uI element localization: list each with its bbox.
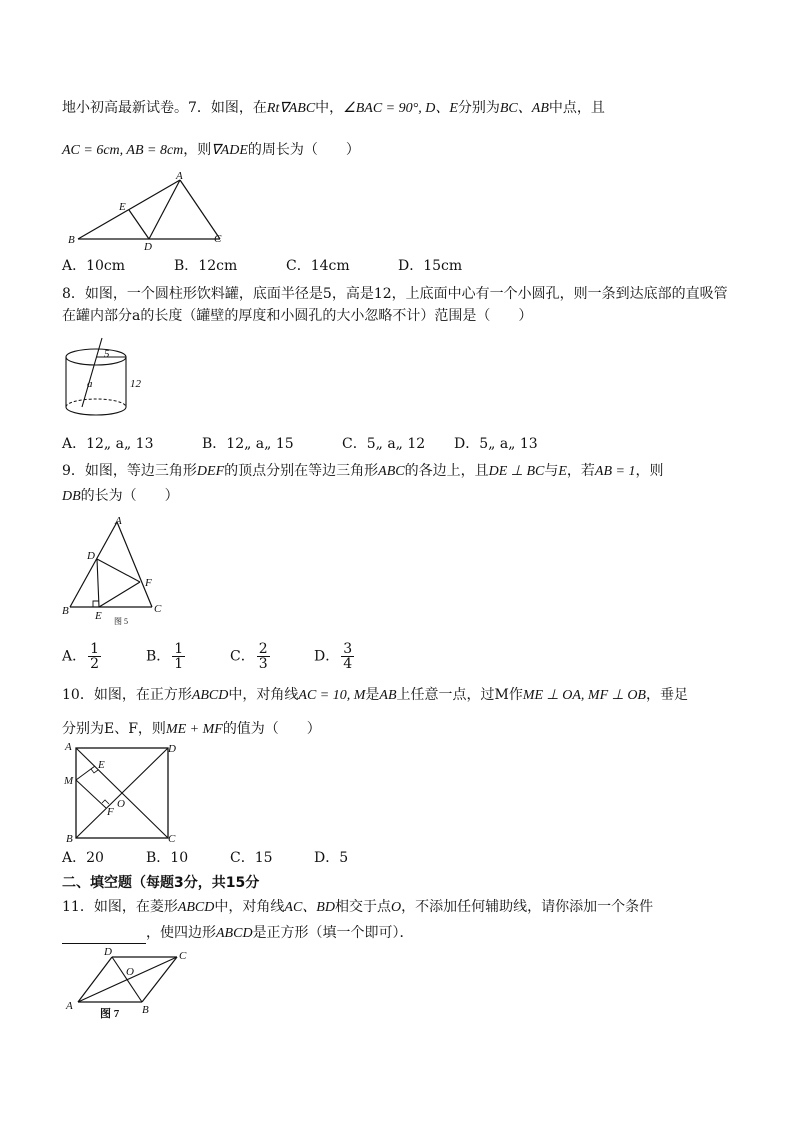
q10-label-e: E: [98, 759, 105, 771]
q7-option-b: B．12cm: [174, 258, 238, 274]
q7-stem-line1: 地小初高最新试卷。7．如图，在Rt∇ABC中，∠BAC = 90°, D、E分别为BC、AB中点，且: [62, 100, 605, 116]
q11-stem-line1: 11．如图，在菱形ABCD中，对角线AC、BD相交于点O，不添加任何辅助线，请你添加一个条件: [62, 899, 654, 915]
q7-label-c: C: [214, 233, 222, 245]
q8-label-height: 12: [130, 378, 141, 390]
q10-stem-line2: 分别为E、F，则ME + MF的值为（ ）: [62, 721, 321, 737]
q9-option-c: C． $\frac{2}{3}$: [230, 641, 268, 672]
q8-stem-line1: 8．如图，一个圆柱形饮料罐，底面半径是5，高是12，上底面中心有一个小圆孔，则一条到达底部的直吸管: [62, 286, 728, 302]
q10-label-d: D: [168, 743, 176, 755]
q7-option-d: D．15cm: [398, 258, 463, 274]
q9-label-a: A: [115, 515, 122, 527]
q7-option-a: A．10cm: [62, 258, 126, 274]
q9-label-e: E: [95, 610, 102, 622]
q11-label-d: D: [104, 946, 112, 958]
q7-stem-line2: AC = 6cm, AB = 8cm，则∇ADE的周长为（ ）: [62, 142, 360, 158]
q11-stem-line2: ，使四边形ABCD是正方形（填一个即可）．: [62, 923, 414, 944]
q7-option-c: C．14cm: [286, 258, 350, 274]
q11-rhombus-figure: [62, 945, 202, 1020]
q8-cylinder-figure: [62, 335, 152, 425]
q9-triangle-figure: [62, 514, 172, 626]
q8-option-d: D．5„ a„ 13: [454, 436, 538, 452]
q7-label-b: B: [68, 234, 75, 246]
q10-label-f: F: [107, 806, 114, 818]
q9-stem-line2: DB的长为（ ）: [62, 488, 179, 504]
q11-figure-caption: 图 7: [100, 1008, 120, 1020]
q8-stem-line2: 在罐内部分a的长度（罐壁的厚度和小圆孔的大小忽略不计）范围是（ ）: [62, 308, 533, 324]
q11-label-c: C: [179, 950, 187, 962]
q10-label-m: M: [64, 775, 74, 787]
q8-option-c: C．5„ a„ 12: [342, 436, 426, 452]
q10-option-b: B．10: [146, 850, 189, 866]
q8-option-a: A．12„ a„ 13: [62, 436, 154, 452]
q9-option-a: A． $\frac{1}{2}$: [62, 641, 100, 672]
q9-label-d: D: [87, 550, 95, 562]
q7-label-e: E: [119, 201, 126, 213]
q10-label-o: O: [117, 798, 125, 810]
q10-option-d: D．5: [314, 850, 349, 866]
q11-label-b: B: [142, 1004, 149, 1016]
q11-label-a: A: [66, 1000, 73, 1012]
q10-option-c: C．15: [230, 850, 273, 866]
q9-label-f: F: [145, 577, 152, 589]
q8-label-a: a: [87, 378, 93, 390]
section-heading-fill-in: 二、填空题（每题3分，共15分: [62, 875, 260, 891]
q7-triangle-figure: [62, 170, 232, 253]
q11-label-o: O: [126, 966, 134, 978]
q10-label-a: A: [65, 741, 72, 753]
q9-figure-caption: 图 5: [114, 617, 128, 626]
q7-label-d: D: [144, 241, 152, 253]
q9-label-b: B: [62, 605, 69, 617]
q10-label-c: C: [168, 833, 176, 845]
q11-answer-blank[interactable]: [62, 929, 146, 944]
q9-option-d: D． $\frac{3}{4}$: [314, 641, 353, 672]
q8-option-b: B．12„ a„ 15: [202, 436, 294, 452]
q7-label-a: A: [176, 170, 183, 182]
q9-label-c: C: [154, 603, 162, 615]
q9-option-b: B． $\frac{1}{1}$: [146, 641, 184, 672]
q9-stem-line1: 9．如图，等边三角形DEF的顶点分别在等边三角形ABC的各边上，且DE ⊥ BC与E，若AB = 1，则: [62, 463, 664, 479]
q10-option-a: A．20: [62, 850, 104, 866]
q8-label-radius: 5: [104, 348, 110, 360]
q10-label-b: B: [66, 833, 73, 845]
q10-stem-line1: 10．如图，在正方形ABCD中，对角线AC = 10, M是AB上任意一点，过M作ME ⊥ OA, MF ⊥ OB，垂足: [62, 687, 688, 703]
q10-square-figure: [62, 742, 192, 846]
